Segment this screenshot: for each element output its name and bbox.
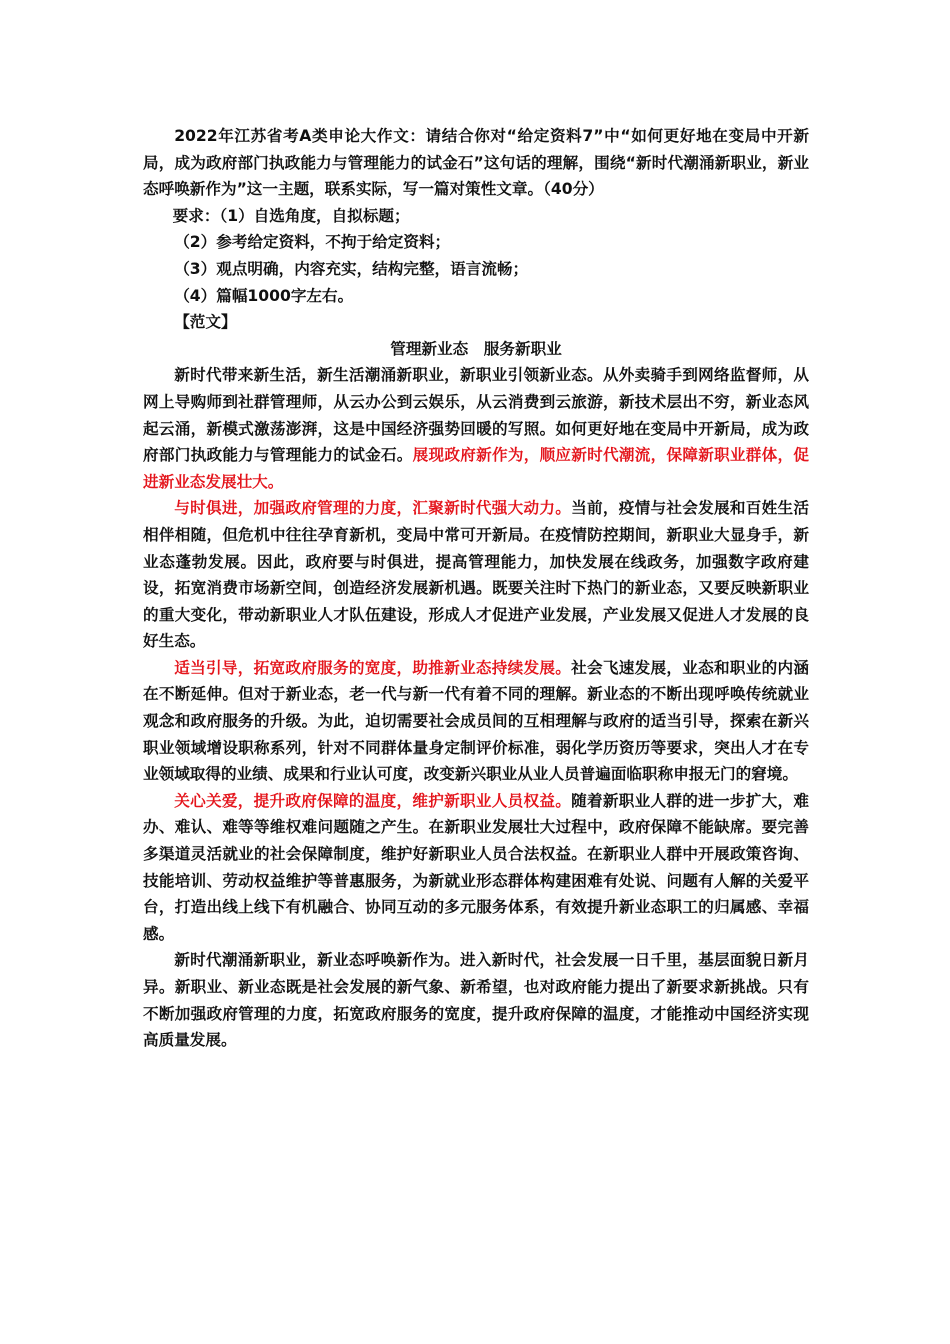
paragraph-text: 随着新职业人群的进一步扩大，难办、难认、难等等维权难问题随之产生。在新职业发展壮大过程中，政府保障不能缺席。要完善多渠道灵活就业的社会保障制度，维护好新职业人员合法权益。在新职业人群中开展政策咨询、技能培训、劳动权益维护等普惠服务，为新就业形态群体构建困难有处说、问题有人解的关爱平台，打造出线上线下有机融合、协同互动的多元服务体系，有效提升新业态职工的归属感、幸福感。 bbox=[143, 791, 809, 943]
requirements-label: 要求： bbox=[172, 206, 220, 225]
sample-label: 【范文】 bbox=[174, 313, 237, 332]
paragraph-lead-sentence: 适当引导，拓宽政府服务的宽度，助推新业态持续发展。 bbox=[174, 658, 572, 677]
requirement-item: （3）观点明确，内容充实，结构完整，语言流畅； bbox=[174, 259, 529, 278]
essay-body-paragraph bbox=[143, 495, 809, 655]
question-prompt-text: 2022年江苏省考A类申论大作文：请结合你对“给定资料7”中“如何更好地在变局中开新局，成为政府部门执政能力与管理能力的试金石”这句话的理解，围绕“新时代潮涌新职业，新业态呼唤新作为”这一主题，联系实际，写一篇对策性文章。（40分） bbox=[143, 127, 809, 199]
requirement-item: （4）篇幅1000字左右。 bbox=[174, 286, 354, 305]
intro-text: 新时代带来新生活，新生活潮涌新职业，新职业引领新业态。从外卖骑手到网络监督师，从网上导购师到社群管理师，从云办公到云娱乐，从云消费到云旅游，新技术层出不穷，新业态风起云涌，新模式激荡澎湃，这是中国经济强势回暖的写照。如何更好地在变局中开新局，成为政府部门执政能力与管理能力的试金石。 bbox=[143, 366, 809, 465]
document-page bbox=[143, 123, 809, 1054]
essay-body-paragraph bbox=[143, 788, 809, 948]
essay-intro-paragraph bbox=[143, 362, 809, 495]
requirement-item: （1）自选角度，自拟标题； bbox=[219, 206, 410, 225]
essay-title: 管理新业态 服务新职业 bbox=[390, 339, 562, 358]
requirements-first-line bbox=[143, 203, 809, 230]
paragraph-text: 社会飞速发展，业态和职业的内涵在不断延伸。但对于新业态，老一代与新一代有着不同的理解。新业态的不断出现呼唤传统就业观念和政府服务的升级。为此，迫切需要社会成员间的互相理解与政府的适当引导，探索在新兴职业领域增设职称系列，针对不同群体量身定制评价标准，弱化学历资历等要求，突出人才在专业领域取得的业绩、成果和行业认可度，改变新兴职业从业人员普遍面临职称申报无门的窘境。 bbox=[143, 658, 809, 784]
paragraph-text: 当前，疫情与社会发展和百姓生活相伴相随，但危机中往往孕育新机，变局中常可开新局。在疫情防控期间，新职业大显身手，新业态蓬勃发展。因此，政府要与时俱进，提高管理能力，加快发展在线政务，加强数字政府建设，拓宽消费市场新空间，创造经济发展新机遇。既要关注时下热门的新业态，又要反映新职业的重大变化，带动新职业人才队伍建设，形成人才促进产业发展，产业发展又促进人才发展的良好生态。 bbox=[143, 499, 809, 651]
essay-conclusion-paragraph: 新时代潮涌新职业，新业态呼唤新作为。进入新时代，社会发展一日千里，基层面貌日新月异。新职业、新业态既是社会发展的新气象、新希望，也对政府能力提出了新要求新挑战。只有不断加强政府管理的力度，拓宽政府服务的宽度，提升政府保障的温度，才能推动中国经济实现高质量发展。 bbox=[143, 951, 809, 1050]
essay-body-paragraph bbox=[143, 655, 809, 788]
paragraph-lead-sentence: 与时俱进，加强政府管理的力度，汇聚新时代强大动力。 bbox=[174, 499, 572, 518]
intro-thesis: 展现政府新作为，顺应新时代潮流，保障新职业群体，促进新业态发展壮大。 bbox=[143, 446, 809, 491]
paragraph-lead-sentence: 关心关爱，提升政府保障的温度，维护新职业人员权益。 bbox=[174, 791, 572, 810]
question-prompt bbox=[143, 123, 809, 203]
requirement-item: （2）参考给定资料，不拘于给定资料； bbox=[174, 233, 451, 252]
